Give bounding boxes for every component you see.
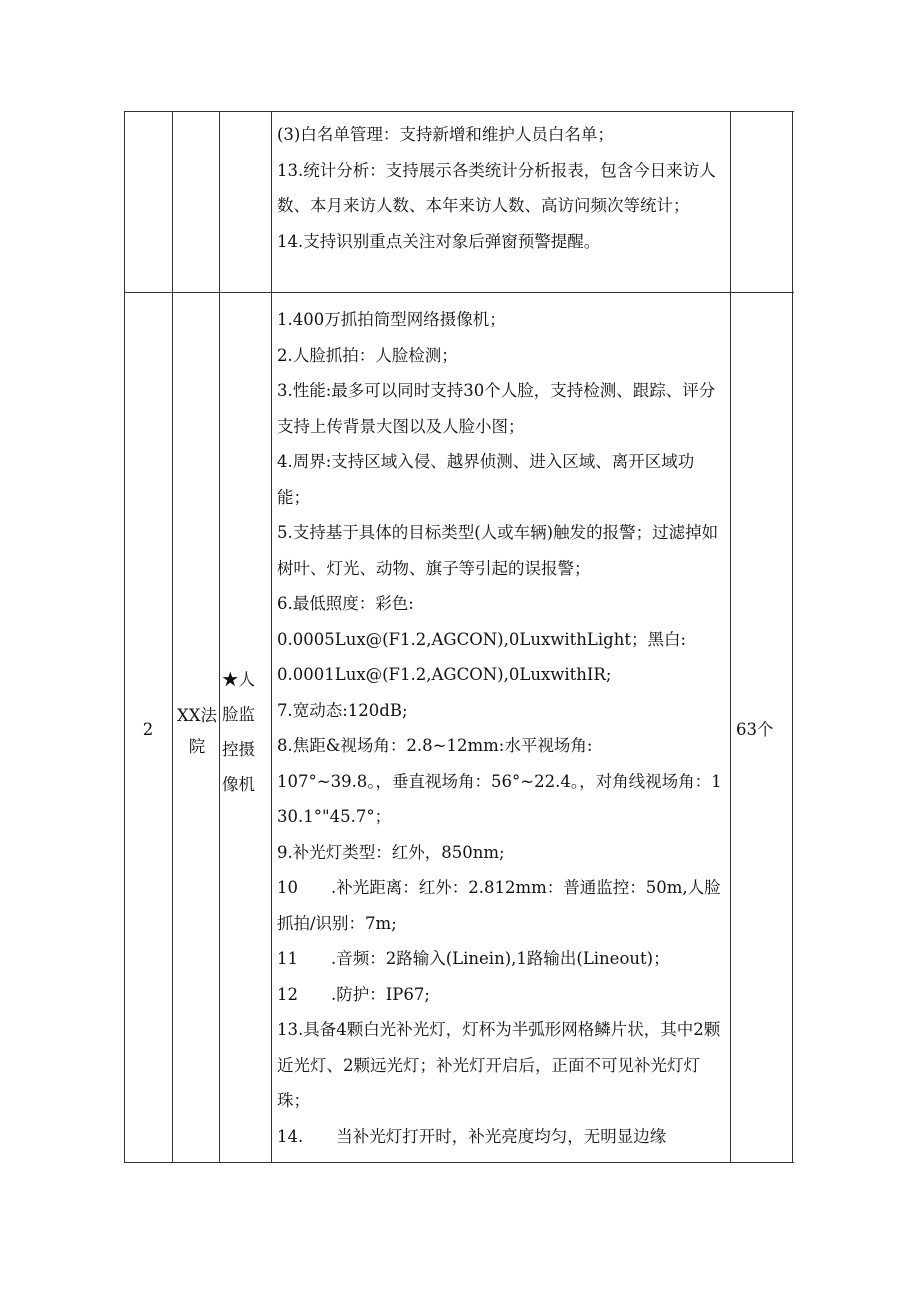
- product-name-cell: [222, 662, 270, 802]
- spec-line: 7.宽动态:120dB;: [277, 700, 408, 720]
- spec-line: 11 .音频：2路输入(Linein),1路输出(Lineout)；: [277, 949, 670, 968]
- product-name-line: 像机: [222, 775, 255, 794]
- spec-line: 9.补光灯类型：红外，850nm;: [277, 842, 505, 862]
- unit-line: 院: [188, 737, 206, 756]
- spec-line: 10 .补光距离：红外：2.812mm：普通监控：50m,人脸抓拍/识别：7m;: [277, 878, 721, 933]
- spec-line: 4.周界:支持区域入侵、越界侦测、进入区域、离开区域功能；: [277, 452, 695, 507]
- spec-line: 14.支持识别重点关注对象后弹窗预警提醒。: [277, 231, 601, 251]
- column-divider-2: [219, 112, 220, 1162]
- spec-line: 5.支持基于具体的目标类型(人或车辆)触发的报警；过滤掉如树叶、灯光、动物、旗子等引起的误报警；: [277, 523, 719, 578]
- unit-cell: [174, 700, 220, 762]
- spec-line: 2.人脸抓拍：人脸检测；: [277, 345, 458, 365]
- spec-line: 14. 当补光灯打开时，补光亮度均匀，无明显边缘: [277, 1126, 667, 1146]
- product-specs: [277, 302, 723, 1154]
- product-name-line: ★人: [222, 670, 255, 689]
- table-border-left: [124, 112, 125, 1162]
- quantity-cell: 63个: [736, 720, 774, 739]
- spec-line: 13.统计分析：支持展示各类统计分析报表，包含今日来访人数、本月来访人数、本年来访人数、高访问频次等统计；: [277, 160, 716, 215]
- spec-line: 1.400万抓拍筒型网络摄像机；: [277, 310, 506, 329]
- row-separator: [124, 292, 794, 293]
- unit-line: XX法: [177, 706, 217, 725]
- spec-line: 0.0001Lux@(F1.2,AGCON),0LuxwithIR;: [277, 665, 612, 684]
- prev-row-specs: [277, 117, 723, 259]
- spec-line: 0.0005Lux@(F1.2,AGCON),0LuxwithLight；黑白:: [277, 629, 687, 649]
- spec-line: 13.具备4颗白光补光灯，灯杯为半弧形网格鳞片状，其中2颗近光灯、2颗远光灯；补光灯开启后，正面不可见补光灯灯珠；: [277, 1020, 721, 1110]
- spec-line: 8.焦距&视场角：2.8~12mm:水平视场角:: [277, 736, 593, 755]
- column-divider-3: [271, 112, 272, 1162]
- spec-line: (3)白名单管理：支持新增和维护人员白名单；: [277, 125, 614, 144]
- spec-line: 12 .防护：IP67;: [277, 984, 430, 1004]
- spec-line: 3.性能:最多可以同时支持30个人脸，支持检测、跟踪、评分支持上传背景大图以及人脸小图；: [277, 381, 716, 436]
- spec-table: [124, 111, 794, 1163]
- product-name-line: 脸监: [222, 705, 255, 724]
- spec-line: 107°~39.8。，垂直视场角：56°~22.4。，对角线视场角：130.1°"45.7°；: [277, 771, 722, 826]
- column-divider-4: [730, 112, 731, 1162]
- product-name-line: 控摄: [222, 740, 255, 759]
- table-border-right: [792, 112, 793, 1162]
- spec-line: 6.最低照度：彩色:: [277, 594, 414, 613]
- row-index: 2: [142, 720, 154, 739]
- column-divider-1: [172, 112, 173, 1162]
